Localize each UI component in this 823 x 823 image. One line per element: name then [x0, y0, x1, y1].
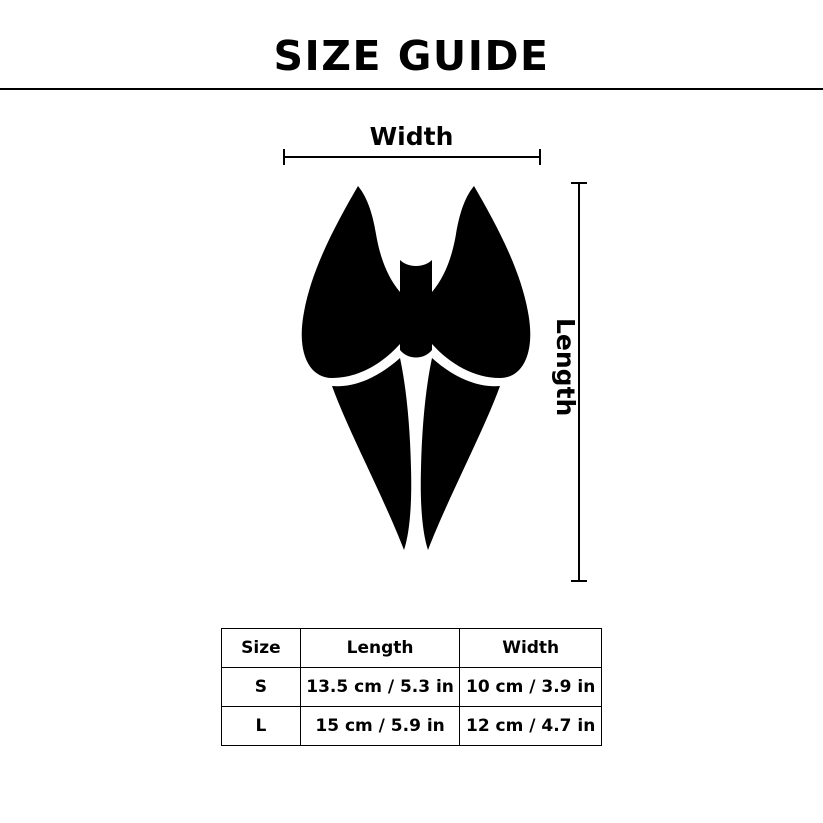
cell-size: S: [222, 668, 301, 707]
cell-length: 13.5 cm / 5.3 in: [300, 668, 460, 707]
table-row: [222, 668, 602, 707]
width-dimension-cap-right: [539, 149, 541, 165]
cell-width: 10 cm / 3.9 in: [460, 668, 602, 707]
page-title: SIZE GUIDE: [273, 32, 550, 80]
column-header-size: Size: [222, 629, 301, 668]
width-dimension-label: Width: [369, 122, 454, 151]
size-table: [221, 628, 602, 746]
title-divider: [0, 88, 823, 90]
cell-width: 12 cm / 4.7 in: [460, 707, 602, 746]
column-header-width: Width: [460, 629, 602, 668]
cell-length: 15 cm / 5.9 in: [300, 707, 460, 746]
bow-illustration: [276, 172, 556, 582]
width-dimension-line: [283, 148, 541, 166]
length-dimension-cap-bottom: [571, 580, 587, 582]
cell-size: L: [222, 707, 301, 746]
table-row: [222, 707, 602, 746]
length-dimension-label: Length: [551, 318, 580, 417]
table-header-row: [222, 629, 602, 668]
column-header-length: Length: [300, 629, 460, 668]
width-dimension-bar: [283, 156, 541, 158]
